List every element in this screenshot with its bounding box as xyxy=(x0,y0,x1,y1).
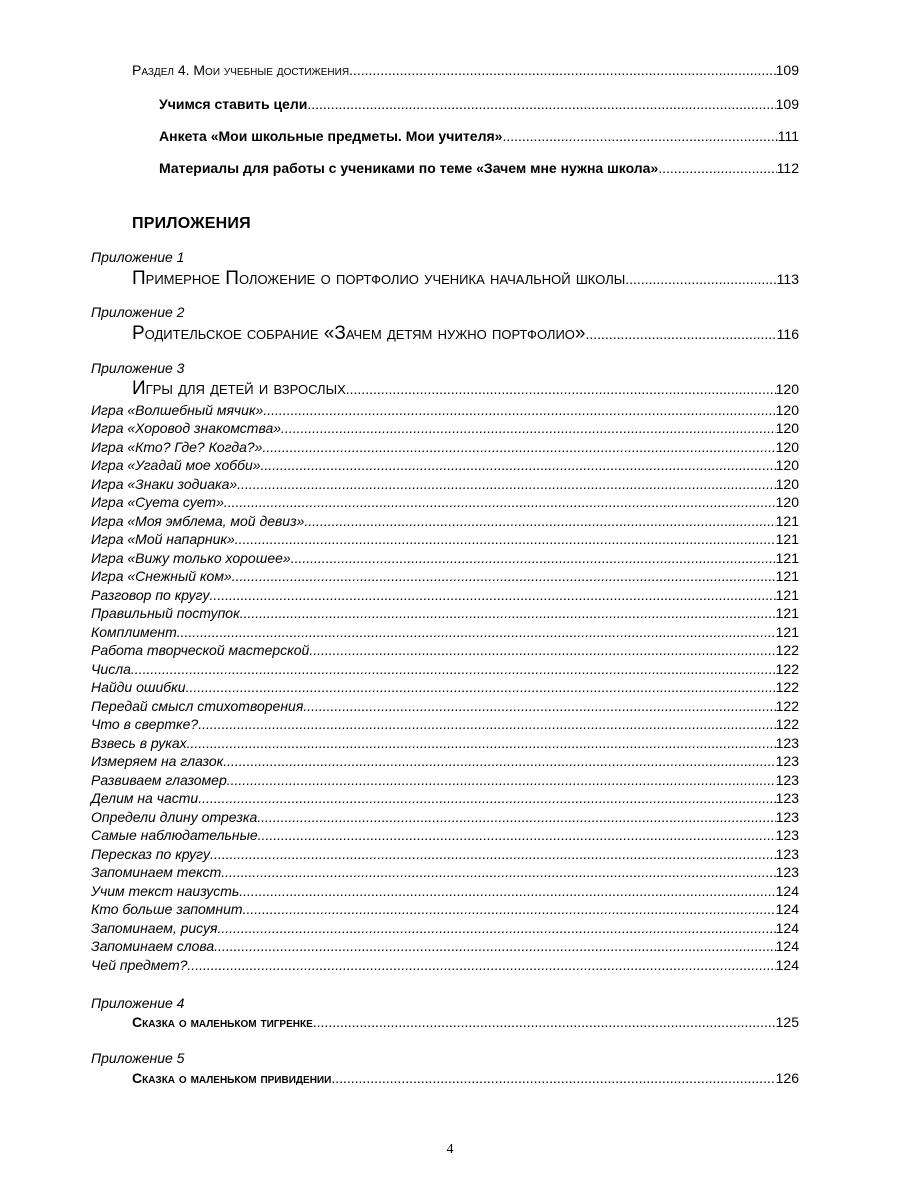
game-title: Игра «Моя эмблема, мой девиз» xyxy=(91,513,305,529)
game-page: 122 xyxy=(775,698,799,714)
game-title: Развиваем глазомер xyxy=(91,772,227,788)
game-page: 121 xyxy=(775,605,799,621)
toc-leader xyxy=(227,772,776,788)
toc-page: 125 xyxy=(775,1014,799,1030)
game-row[interactable] xyxy=(91,827,799,845)
toc-leader xyxy=(313,1014,776,1030)
game-title: Найди ошибки xyxy=(91,679,186,695)
toc-leader xyxy=(625,271,776,287)
game-page: 121 xyxy=(775,624,799,640)
toc-row-section4[interactable] xyxy=(132,62,799,78)
game-page: 123 xyxy=(775,790,799,806)
toc-page: 112 xyxy=(776,160,799,176)
toc-leader xyxy=(187,957,775,973)
game-page: 123 xyxy=(775,735,799,751)
game-row[interactable] xyxy=(91,568,799,586)
game-page: 121 xyxy=(775,587,799,603)
game-row[interactable] xyxy=(91,698,799,716)
toc-leader xyxy=(221,864,775,880)
game-title: Самые наблюдательные xyxy=(91,827,258,843)
toc-leader xyxy=(261,457,776,473)
game-row[interactable] xyxy=(91,864,799,882)
game-title: Правильный поступок xyxy=(91,605,240,621)
game-row[interactable] xyxy=(91,661,799,679)
game-page: 124 xyxy=(775,920,799,936)
game-row[interactable] xyxy=(91,642,799,660)
game-title: Игра «Снежный ком» xyxy=(91,568,232,584)
game-row[interactable] xyxy=(91,494,799,512)
toc-page: 109 xyxy=(775,62,799,78)
appendix-label: Приложение 2 xyxy=(91,304,185,320)
game-title: Игра «Кто? Где? Когда?» xyxy=(91,439,263,455)
toc-leader xyxy=(187,735,776,751)
game-row[interactable] xyxy=(91,402,799,420)
toc-row-section4-item[interactable] xyxy=(159,160,799,176)
toc-leader xyxy=(291,550,776,566)
game-row[interactable] xyxy=(91,735,799,753)
game-title: Запоминаем слова xyxy=(91,938,215,954)
toc-row-appendix2[interactable] xyxy=(132,323,799,345)
toc-leader xyxy=(198,790,775,806)
game-page: 121 xyxy=(775,513,799,529)
game-page: 120 xyxy=(775,476,799,492)
game-page: 120 xyxy=(775,457,799,473)
game-title: Что в свертке? xyxy=(91,716,199,732)
game-row[interactable] xyxy=(91,716,799,734)
toc-page: 120 xyxy=(775,381,799,397)
toc-leader xyxy=(177,624,776,640)
toc-leader xyxy=(210,846,776,862)
game-row[interactable] xyxy=(91,772,799,790)
toc-leader xyxy=(218,920,776,936)
game-title: Передай смысл стихотворения xyxy=(91,698,304,714)
game-page: 123 xyxy=(775,846,799,862)
toc-leader xyxy=(331,1070,775,1086)
toc-leader xyxy=(224,494,776,510)
toc-leader xyxy=(585,326,776,342)
toc-leader xyxy=(303,698,775,714)
toc-title: Сказка о маленьком привидении xyxy=(132,1070,332,1086)
game-page: 123 xyxy=(775,864,799,880)
game-title: Кто больше запомнит xyxy=(91,901,243,917)
game-row[interactable] xyxy=(91,587,799,605)
game-row[interactable] xyxy=(91,439,799,457)
game-title: Работа творческой мастерской xyxy=(91,642,310,658)
game-row[interactable] xyxy=(91,846,799,864)
toc-title: Игры для детей и взрослых xyxy=(132,378,346,399)
game-page: 121 xyxy=(775,531,799,547)
game-page: 122 xyxy=(775,679,799,695)
game-title: Измеряем на глазок xyxy=(91,753,224,769)
toc-leader xyxy=(658,160,776,176)
toc-title: Материалы для работы с учениками по теме «Зачем мне нужна школа» xyxy=(159,160,659,176)
game-row[interactable] xyxy=(91,513,799,531)
game-page: 123 xyxy=(775,827,799,843)
game-page: 122 xyxy=(775,642,799,658)
toc-page: 109 xyxy=(775,96,799,112)
game-row[interactable] xyxy=(91,790,799,808)
toc-leader xyxy=(131,661,776,677)
toc-title: Сказка о маленьком тигренке xyxy=(132,1014,313,1030)
toc-row-appendix4[interactable] xyxy=(132,1014,799,1030)
game-title: Игра «Хоровод знакомства» xyxy=(91,420,282,436)
game-title: Делим на части xyxy=(91,790,199,806)
game-page: 121 xyxy=(775,550,799,566)
game-title: Игра «Угадай мое хобби» xyxy=(91,457,261,473)
game-title: Разговор по кругу xyxy=(91,587,210,603)
toc-leader xyxy=(502,128,777,144)
toc-leader xyxy=(243,901,776,917)
toc-leader xyxy=(210,587,776,603)
toc-leader xyxy=(349,62,776,78)
game-page: 123 xyxy=(775,772,799,788)
toc-row-appendix3[interactable] xyxy=(132,378,799,400)
game-row[interactable] xyxy=(91,531,799,549)
game-title: Учим текст наизусть xyxy=(91,883,240,899)
game-page: 122 xyxy=(775,716,799,732)
toc-leader xyxy=(223,753,775,769)
toc-leader xyxy=(235,531,776,547)
game-page: 122 xyxy=(775,661,799,677)
toc-leader xyxy=(262,439,775,455)
toc-leader xyxy=(304,513,775,529)
appendix-label: Приложение 3 xyxy=(91,360,185,376)
page-number: 4 xyxy=(446,1142,454,1157)
game-page: 120 xyxy=(775,439,799,455)
game-row[interactable] xyxy=(91,624,799,642)
toc-leader xyxy=(198,716,775,732)
toc-leader xyxy=(281,420,776,436)
appendix-label: Приложение 5 xyxy=(91,1050,185,1066)
appendix-label: Приложение 1 xyxy=(91,249,185,265)
game-row[interactable] xyxy=(91,957,799,975)
appendix-label: Приложение 4 xyxy=(91,995,185,1011)
game-page: 124 xyxy=(775,957,799,973)
toc-title: Раздел 4. Мои учебные достижения xyxy=(132,62,350,78)
toc-title: Примерное Положение о портфолио ученика начальной школы xyxy=(132,268,626,289)
game-page: 123 xyxy=(775,753,799,769)
game-row[interactable] xyxy=(91,550,799,568)
toc-row-section4-item[interactable] xyxy=(159,128,799,144)
game-title: Запоминаем, рисуя xyxy=(91,920,218,936)
game-row[interactable] xyxy=(91,605,799,623)
game-page: 121 xyxy=(775,568,799,584)
toc-leader xyxy=(186,679,776,695)
appendices-heading: ПРИЛОЖЕНИЯ xyxy=(132,215,251,232)
game-title: Определи длину отрезка xyxy=(91,809,258,825)
game-row[interactable] xyxy=(91,901,799,919)
game-row[interactable] xyxy=(91,420,799,438)
toc-leader xyxy=(214,938,775,954)
game-page: 120 xyxy=(775,402,799,418)
game-page: 120 xyxy=(775,420,799,436)
game-row[interactable] xyxy=(91,457,799,475)
toc-page: 113 xyxy=(776,271,799,287)
toc-leader xyxy=(309,642,775,658)
game-page: 124 xyxy=(775,938,799,954)
game-title: Числа xyxy=(91,661,131,677)
toc-leader xyxy=(239,883,775,899)
game-page: 124 xyxy=(775,883,799,899)
toc-leader xyxy=(257,809,775,825)
toc-leader xyxy=(232,568,776,584)
toc-page: 111 xyxy=(777,128,799,144)
toc-title: Учимся ставить цели xyxy=(159,96,308,112)
game-title: Игра «Суета сует» xyxy=(91,494,224,510)
game-title: Чей предмет? xyxy=(91,957,188,973)
toc-page: 126 xyxy=(775,1070,799,1086)
game-row[interactable] xyxy=(91,476,799,494)
game-page: 120 xyxy=(775,494,799,510)
game-title: Взвесь в руках xyxy=(91,735,187,751)
game-title: Комплимент xyxy=(91,624,177,640)
game-title: Игра «Волшебный мячик» xyxy=(91,402,264,418)
game-row[interactable] xyxy=(91,809,799,827)
toc-title: Анкета «Мои школьные предметы. Мои учителя» xyxy=(159,128,503,144)
toc-row-appendix5[interactable] xyxy=(132,1070,799,1086)
toc-leader xyxy=(237,476,775,492)
game-row[interactable] xyxy=(91,938,799,956)
game-title: Игра «Знаки зодиака» xyxy=(91,476,238,492)
toc-leader xyxy=(307,96,775,112)
toc-leader xyxy=(263,402,775,418)
toc-page: 116 xyxy=(776,326,799,342)
game-page: 124 xyxy=(775,901,799,917)
game-title: Пересказ по кругу xyxy=(91,846,211,862)
game-title: Игра «Вижу только хорошее» xyxy=(91,550,291,566)
game-row[interactable] xyxy=(91,920,799,938)
toc-leader xyxy=(258,827,776,843)
game-row[interactable] xyxy=(91,753,799,771)
game-title: Игра «Мой напарник» xyxy=(91,531,235,547)
toc-leader xyxy=(240,605,776,621)
game-row[interactable] xyxy=(91,883,799,901)
game-page: 123 xyxy=(775,809,799,825)
toc-row-appendix1[interactable] xyxy=(132,268,799,290)
toc-row-section4-item[interactable] xyxy=(159,96,799,112)
toc-title: Родительское собрание «Зачем детям нужно портфолио» xyxy=(132,323,586,344)
game-title: Запоминаем текст xyxy=(91,864,222,880)
toc-leader xyxy=(346,381,776,397)
game-row[interactable] xyxy=(91,679,799,697)
